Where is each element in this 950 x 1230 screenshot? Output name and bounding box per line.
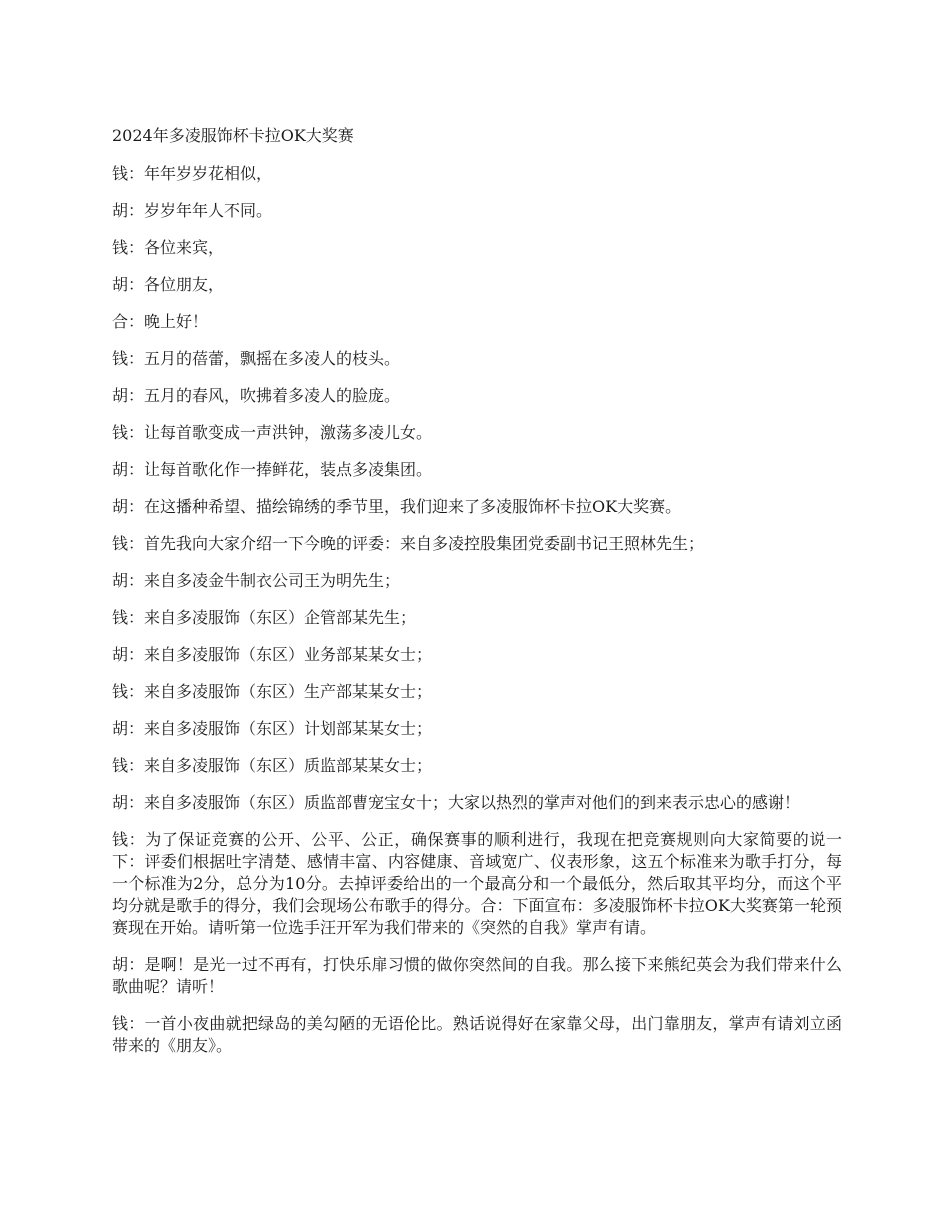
paragraph: 钱：来自多凌服饰（东区）质监部某某女士； <box>112 756 433 775</box>
paragraph: 钱：五月的蓓蕾，飘摇在多凌人的枝头。 <box>112 349 401 368</box>
paragraph: 钱：各位来宾， <box>112 238 225 257</box>
paragraph: 胡：让每首歌化作一捧鲜花，装点多凌集团。 <box>112 460 433 479</box>
document-title: 2024年多凌服饰杯卡拉OK大奖赛 <box>112 126 354 145</box>
paragraph: 胡：是啊！是光一过不再有，打快乐扉习惯的做你突然间的自我。那么接下来熊纪英会为我们带来什么歌曲呢？请听！ <box>112 955 842 996</box>
paragraph: 钱：让每首歌变成一声洪钟，激荡多凌儿女。 <box>112 423 433 442</box>
paragraph: 胡：来自多凌服饰（东区）业务部某某女士； <box>112 645 433 664</box>
paragraph: 钱：为了保证竞赛的公开、公平、公正，确保赛事的顺利进行，我现在把竞赛规则向大家简要的说一下：评委们根据吐字清楚、感情丰富、内容健康、音域宽广、仪表形象，这五个标准来为歌手打分，每一个标准为2分，总分为10分。去掉评委给出的一个最高分和一个最低分，然后取其平均分，而这个平均分就是歌手的得分，我们会现场公布歌手的得分。合：下面宣布：多凌服饰杯卡拉OK大奖赛第一轮预赛现在开始。请听第一位选手汪开军为我们带来的《突然的自我》掌声有请。 <box>112 830 842 937</box>
paragraph: 钱：首先我向大家介绍一下今晚的评委：来自多凌控股集团党委副书记王照林先生； <box>112 534 705 553</box>
paragraph: 钱：来自多凌服饰（东区）生产部某某女士； <box>112 682 433 701</box>
paragraph: 胡：岁岁年年人不同。 <box>112 201 273 220</box>
paragraph: 胡：来自多凌服饰（东区）计划部某某女士； <box>112 719 433 738</box>
paragraph: 胡：各位朋友， <box>112 275 225 294</box>
paragraph: 钱：来自多凌服饰（东区）企管部某先生； <box>112 608 417 627</box>
paragraph: 胡：来自多凌金牛制衣公司王为明先生； <box>112 571 401 590</box>
paragraph: 钱：年年岁岁花相似， <box>112 164 273 183</box>
paragraph: 合：晚上好！ <box>112 312 209 331</box>
paragraph: 钱：一首小夜曲就把绿岛的美勾陋的无语伦比。熟话说得好在家靠父母，出门靠朋友，掌声有请刘立函带来的《朋友》。 <box>112 1014 842 1055</box>
paragraph: 胡：在这播种希望、描绘锦绣的季节里，我们迎来了多凌服饰杯卡拉OK大奖赛。 <box>112 497 682 516</box>
paragraph: 胡：五月的春风，吹拂着多凌人的脸庞。 <box>112 386 401 405</box>
paragraph: 胡：来自多凌服饰（东区）质监部曹宠宝女十；大家以热烈的掌声对他们的到来表示忠心的感谢！ <box>112 793 801 812</box>
